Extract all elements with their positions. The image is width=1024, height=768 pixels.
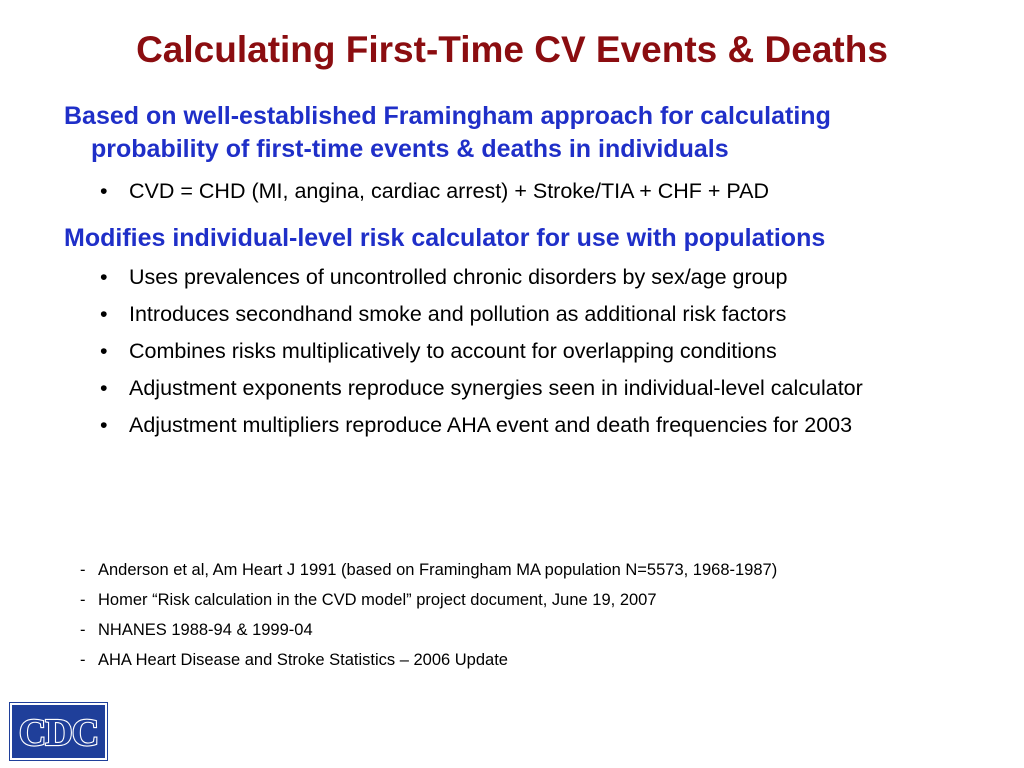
cdc-logo-text: CDC <box>18 712 99 754</box>
bullet-text: Introduces secondhand smoke and pollution as additional risk factors <box>129 302 787 326</box>
bullet-item <box>100 410 960 440</box>
bullet-item <box>100 336 960 366</box>
reference-dash: - <box>80 561 86 579</box>
framingham-bullet-list <box>100 176 960 213</box>
reference-item <box>80 560 980 580</box>
reference-text: AHA Heart Disease and Stroke Statistics – 2006 Update <box>98 651 508 669</box>
bullet-marker: • <box>100 376 108 400</box>
bullet-text: Uses prevalences of uncontrolled chronic disorders by sex/age group <box>129 265 788 289</box>
reference-dash: - <box>80 651 86 669</box>
reference-text: Homer “Risk calculation in the CVD model” project document, June 19, 2007 <box>98 591 657 609</box>
bullet-marker: • <box>100 302 108 326</box>
bullet-text: Adjustment multipliers reproduce AHA event and death frequencies for 2003 <box>129 413 853 437</box>
reference-dash: - <box>80 591 86 609</box>
slide-title: Calculating First-Time CV Events & Deaths <box>136 29 888 70</box>
section-heading-line1: Based on well-established Framingham approach for calculating <box>64 102 831 130</box>
section-population <box>64 222 964 255</box>
reference-text: Anderson et al, Am Heart J 1991 (based on Framingham MA population N=5573, 1968-1987) <box>98 561 778 579</box>
reference-text: NHANES 1988-94 & 1999-04 <box>98 621 313 639</box>
bullet-item <box>100 373 960 403</box>
bullet-item <box>100 176 960 206</box>
section-heading-line2: probability of first-time events & deaths in individuals <box>91 135 729 163</box>
population-bullet-list <box>100 262 960 447</box>
reference-item <box>80 650 980 670</box>
reference-list <box>80 560 980 680</box>
bullet-marker: • <box>100 413 108 437</box>
bullet-text: Adjustment exponents reproduce synergies seen in individual-level calculator <box>129 376 863 400</box>
bullet-marker: • <box>100 179 108 203</box>
reference-item <box>80 620 980 640</box>
bullet-item <box>100 299 960 329</box>
reference-item <box>80 590 980 610</box>
bullet-item <box>100 262 960 292</box>
bullet-text: Combines risks multiplicatively to account for overlapping conditions <box>129 339 777 363</box>
section-framingham <box>64 100 964 166</box>
bullet-marker: • <box>100 339 108 363</box>
bullet-marker: • <box>100 265 108 289</box>
cdc-logo <box>10 703 107 760</box>
bullet-text: CVD = CHD (MI, angina, cardiac arrest) + Stroke/TIA + CHF + PAD <box>129 179 770 203</box>
section-heading: Modifies individual-level risk calculator for use with populations <box>64 224 826 252</box>
cdc-logo-mark <box>14 707 103 756</box>
reference-dash: - <box>80 621 86 639</box>
